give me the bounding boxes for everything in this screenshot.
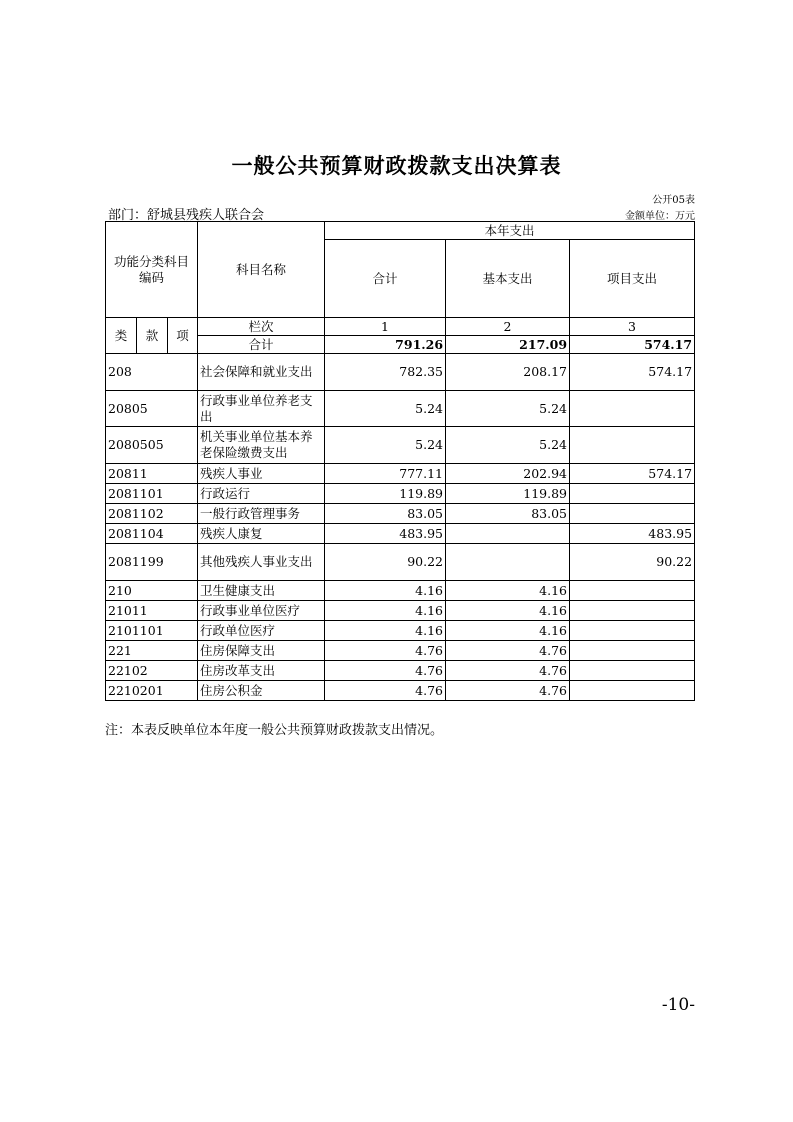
row-code: 210	[106, 581, 198, 601]
row-code: 2081199	[106, 544, 198, 581]
totals-total: 791.26	[325, 336, 446, 354]
row-name: 残疾人康复	[198, 524, 325, 544]
row-basic: 4.16	[446, 581, 570, 601]
column-sequence-label: 栏次	[198, 318, 325, 336]
row-project	[570, 391, 695, 427]
row-total: 4.16	[325, 581, 446, 601]
row-name: 一般行政管理事务	[198, 504, 325, 524]
table-row	[106, 544, 695, 581]
expenditure-table	[105, 221, 695, 701]
row-total: 5.24	[325, 427, 446, 464]
unit-label: 金额单位：万元	[625, 211, 695, 222]
kuan-header: 款	[137, 318, 168, 354]
row-total: 83.05	[325, 504, 446, 524]
row-project	[570, 661, 695, 681]
table-row	[106, 427, 695, 464]
row-project	[570, 601, 695, 621]
table-row	[106, 524, 695, 544]
table-row	[106, 464, 695, 484]
column-number-3: 3	[570, 318, 695, 336]
row-total: 90.22	[325, 544, 446, 581]
row-name: 其他残疾人事业支出	[198, 544, 325, 581]
column-number-2: 2	[446, 318, 570, 336]
name-column-header: 科目名称	[198, 222, 325, 318]
row-total: 119.89	[325, 484, 446, 504]
form-number: 公开05表	[652, 195, 695, 206]
row-code: 2080505	[106, 427, 198, 464]
row-basic: 119.89	[446, 484, 570, 504]
current-year-group-header: 本年支出	[325, 222, 695, 240]
row-total: 782.35	[325, 354, 446, 391]
code-column-header: 功能分类科目编码	[106, 222, 198, 318]
lei-header: 类	[106, 318, 137, 354]
row-project	[570, 484, 695, 504]
table-row	[106, 354, 695, 391]
table-row	[106, 504, 695, 524]
table-row	[106, 661, 695, 681]
row-basic	[446, 544, 570, 581]
row-basic: 5.24	[446, 427, 570, 464]
totals-basic: 217.09	[446, 336, 570, 354]
row-project	[570, 504, 695, 524]
xiang-header: 项	[168, 318, 198, 354]
row-total: 777.11	[325, 464, 446, 484]
row-basic: 4.16	[446, 601, 570, 621]
row-code: 21011	[106, 601, 198, 621]
row-basic: 5.24	[446, 391, 570, 427]
page-title: 一般公共预算财政拨款支出决算表	[231, 154, 562, 178]
row-project: 574.17	[570, 464, 695, 484]
row-basic: 4.76	[446, 641, 570, 661]
totals-project: 574.17	[570, 336, 695, 354]
row-code: 2101101	[106, 621, 198, 641]
row-basic: 83.05	[446, 504, 570, 524]
column-number-1: 1	[325, 318, 446, 336]
row-basic: 202.94	[446, 464, 570, 484]
row-name: 残疾人事业	[198, 464, 325, 484]
table-row	[106, 641, 695, 661]
row-code: 221	[106, 641, 198, 661]
page-number: -10-	[661, 995, 695, 1015]
row-code: 2081102	[106, 504, 198, 524]
row-total: 483.95	[325, 524, 446, 544]
row-basic: 208.17	[446, 354, 570, 391]
row-project	[570, 581, 695, 601]
row-basic	[446, 524, 570, 544]
row-name: 机关事业单位基本养老保险缴费支出	[198, 427, 325, 464]
row-project	[570, 621, 695, 641]
footnote: 注：本表反映单位本年度一般公共预算财政拨款支出情况。	[105, 723, 444, 738]
row-project	[570, 641, 695, 661]
row-project: 483.95	[570, 524, 695, 544]
row-name: 住房改革支出	[198, 661, 325, 681]
row-code: 2210201	[106, 681, 198, 701]
row-code: 2081104	[106, 524, 198, 544]
row-total: 4.76	[325, 641, 446, 661]
totals-label: 合计	[198, 336, 325, 354]
row-total: 4.76	[325, 681, 446, 701]
row-name: 住房保障支出	[198, 641, 325, 661]
row-code: 2081101	[106, 484, 198, 504]
row-code: 208	[106, 354, 198, 391]
table-row	[106, 681, 695, 701]
row-basic: 4.76	[446, 661, 570, 681]
row-code: 22102	[106, 661, 198, 681]
project-column-header: 项目支出	[570, 240, 695, 318]
table-row	[106, 621, 695, 641]
table-row	[106, 484, 695, 504]
department-label: 部门：舒城县残疾人联合会	[108, 208, 265, 223]
row-total: 5.24	[325, 391, 446, 427]
row-name: 行政单位医疗	[198, 621, 325, 641]
row-name: 社会保障和就业支出	[198, 354, 325, 391]
table-row	[106, 581, 695, 601]
row-project: 90.22	[570, 544, 695, 581]
row-code: 20811	[106, 464, 198, 484]
total-column-header: 合计	[325, 240, 446, 318]
table-row	[106, 391, 695, 427]
row-name: 行政事业单位医疗	[198, 601, 325, 621]
row-total: 4.16	[325, 601, 446, 621]
basic-column-header: 基本支出	[446, 240, 570, 318]
row-project	[570, 681, 695, 701]
row-name: 卫生健康支出	[198, 581, 325, 601]
row-basic: 4.76	[446, 681, 570, 701]
header-row-3	[106, 318, 695, 336]
row-project: 574.17	[570, 354, 695, 391]
row-code: 20805	[106, 391, 198, 427]
row-total: 4.76	[325, 661, 446, 681]
header-row-1	[106, 222, 695, 240]
row-total: 4.16	[325, 621, 446, 641]
table-row	[106, 601, 695, 621]
row-name: 住房公积金	[198, 681, 325, 701]
row-name: 行政事业单位养老支出	[198, 391, 325, 427]
row-basic: 4.16	[446, 621, 570, 641]
row-project	[570, 427, 695, 464]
row-name: 行政运行	[198, 484, 325, 504]
